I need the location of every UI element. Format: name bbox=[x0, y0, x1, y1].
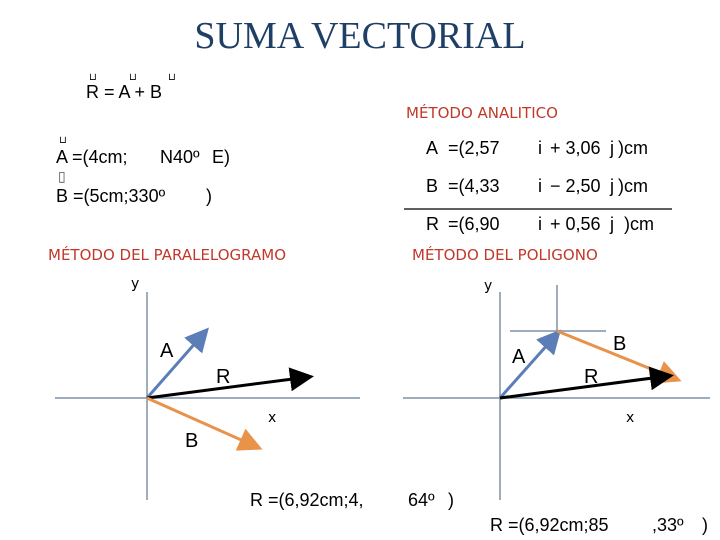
analytic-b-c1: =(4,33 bbox=[448, 176, 500, 196]
vector-a-label: A bbox=[56, 147, 68, 167]
polygon-label-a: A bbox=[512, 346, 526, 368]
polygon-heading: MÉTODO DEL POLIGONO bbox=[412, 246, 598, 264]
page-title: SUMA VECTORIAL bbox=[194, 15, 526, 57]
result-right bbox=[490, 515, 609, 536]
vector-b-value-1: =(5cm;330º bbox=[73, 186, 166, 206]
glyph-box: ▯ bbox=[58, 168, 66, 184]
vector-b-label: B bbox=[56, 186, 69, 206]
vector-a-value-1: =(4cm; bbox=[72, 147, 128, 167]
result-left-v1: =(6,92cm;4, bbox=[268, 490, 364, 510]
polygon-vector-a bbox=[500, 334, 557, 398]
main-equation: ⊔ ⊔ ⊔ R = A + B bbox=[86, 72, 176, 102]
polygon-y-label: y bbox=[484, 278, 493, 294]
result-left bbox=[250, 490, 364, 511]
analytic-a-i: i bbox=[538, 138, 542, 158]
polygon-x-label: x bbox=[626, 410, 635, 426]
analytic-a-c1: =(2,57 bbox=[448, 138, 500, 158]
result-left-label: R bbox=[250, 490, 263, 510]
result-right-v1: =(6,92cm;85 bbox=[508, 515, 609, 535]
vector-a-close: E) bbox=[212, 147, 230, 167]
parallelogram-label-r: R bbox=[216, 366, 231, 388]
result-right-angle: ,33º bbox=[652, 515, 684, 535]
polygon-label-b: B bbox=[613, 333, 627, 355]
parallelogram-vector-b bbox=[147, 398, 257, 447]
result-right-close: ) bbox=[702, 515, 708, 535]
analytic-a-c3: )cm bbox=[618, 138, 648, 158]
analytic-r-c2: + 0,56 bbox=[550, 214, 601, 234]
analytic-r-c1: =(6,90 bbox=[448, 214, 500, 234]
analytic-b-j: j bbox=[610, 176, 614, 196]
analytic-r-i: i bbox=[538, 214, 542, 234]
parallelogram-label-a: A bbox=[160, 340, 174, 362]
analytic-r-j: j bbox=[610, 214, 614, 234]
analytic-b-c3: )cm bbox=[618, 176, 648, 196]
analytic-b-i: i bbox=[538, 176, 542, 196]
parallelogram-vector-a bbox=[147, 332, 205, 398]
analytic-a-label: A bbox=[426, 138, 439, 158]
result-left-close: ) bbox=[448, 490, 454, 510]
vector-b-close: ) bbox=[206, 186, 212, 206]
polygon-label-r: R bbox=[584, 366, 599, 388]
analytic-r-label: R bbox=[426, 214, 439, 234]
result-left-angle: 64º bbox=[408, 490, 435, 510]
analytic-b-label: B bbox=[426, 176, 439, 196]
result-right-label: R bbox=[490, 515, 503, 535]
parallelogram-label-b: B bbox=[185, 430, 199, 452]
analytic-b-c2: − 2,50 bbox=[550, 176, 601, 196]
analytic-heading: MÉTODO ANALITICO bbox=[406, 104, 558, 122]
analytic-r-c3: )cm bbox=[624, 214, 654, 234]
main-equation-text: R = A + B bbox=[86, 82, 163, 102]
parallelogram-x-label: x bbox=[268, 410, 277, 426]
parallelogram-heading: MÉTODO DEL PARALELOGRAMO bbox=[48, 246, 287, 264]
vector-a-direction: N40º bbox=[160, 147, 200, 167]
parallelogram-y-label: y bbox=[131, 276, 140, 292]
analytic-a-c2: + 3,06 bbox=[550, 138, 601, 158]
vector-a-row: ⊔ A =(4cm; bbox=[56, 135, 128, 167]
analytic-a-j: j bbox=[610, 138, 614, 158]
